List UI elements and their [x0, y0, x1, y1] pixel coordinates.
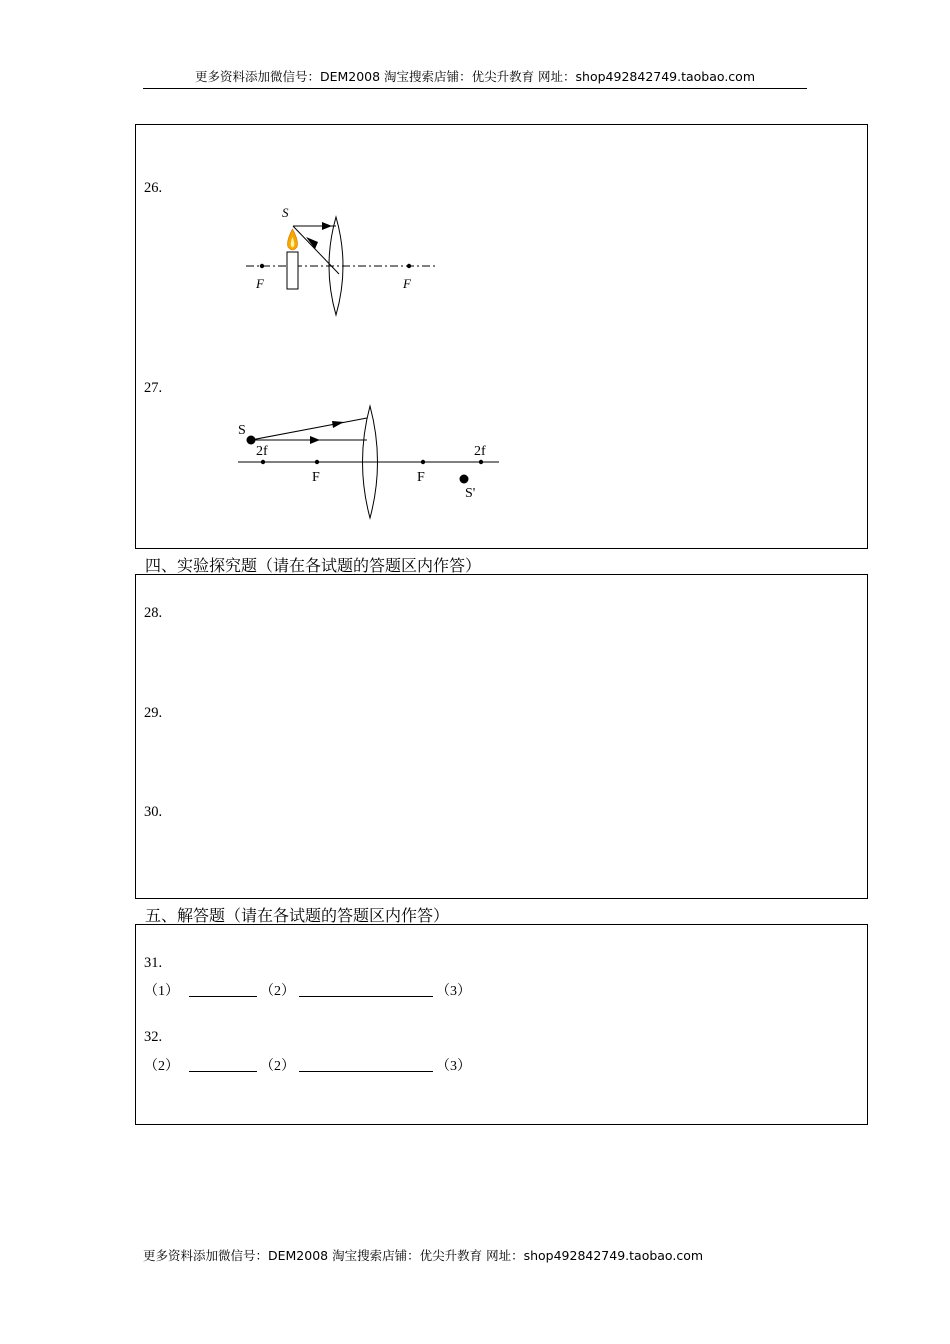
arrow-parallel-27 — [310, 436, 320, 444]
label-s-prime: S' — [465, 486, 476, 501]
label-2f-left: 2f — [256, 444, 268, 459]
focal-point-left-26 — [260, 264, 264, 268]
page-footer: 更多资料添加微信号：DEM2008 淘宝搜索店铺：优尖升教育 网址：shop492842749.taobao.com — [143, 1248, 704, 1263]
blank-31-2[interactable] — [299, 982, 433, 997]
point-f-left-27 — [315, 460, 319, 464]
label-f-right-26: F — [403, 276, 411, 291]
question-number-31: 31. — [144, 955, 163, 971]
label-2f-right: 2f — [474, 444, 486, 459]
arrow-upper-27 — [332, 421, 344, 428]
answer-line-31 — [144, 980, 471, 1000]
label-f-right-27: F — [417, 470, 425, 485]
page-header: 更多资料添加微信号：DEM2008 淘宝搜索店铺：优尖升教育 网址：shop492842749.taobao.com — [143, 68, 807, 89]
question-number-27: 27. — [144, 380, 163, 396]
arrow-diagonal-26 — [306, 237, 318, 249]
question-number-29: 29. — [144, 705, 163, 721]
blank-32-2[interactable] — [299, 1057, 433, 1072]
part-label-32-3: （3） — [436, 1059, 471, 1074]
answer-box-28-30 — [135, 574, 868, 899]
image-point-s-prime — [460, 475, 469, 484]
part-label-32-1: （2） — [144, 1059, 179, 1074]
point-2f-right — [479, 460, 483, 464]
section-title-answers: 五、解答题（请在各试题的答题区内作答） — [145, 906, 450, 925]
point-f-right-27 — [421, 460, 425, 464]
part-label-31-1: （1） — [144, 984, 179, 999]
answer-line-32 — [144, 1055, 471, 1075]
question-number-28: 28. — [144, 605, 163, 621]
part-label-31-3: （3） — [436, 984, 471, 999]
blank-31-1[interactable] — [189, 982, 257, 997]
lens-diagram-26 — [136, 125, 869, 550]
label-s-27: S — [238, 423, 246, 438]
question-number-26: 26. — [144, 180, 163, 196]
candle — [287, 252, 298, 289]
question-number-32: 32. — [144, 1029, 163, 1045]
ray-upper-27 — [251, 418, 367, 440]
part-label-31-2: （2） — [260, 984, 295, 999]
label-s-26: S — [282, 205, 289, 220]
label-f-left-27: F — [312, 470, 320, 485]
part-label-32-2: （2） — [260, 1059, 295, 1074]
label-f-left-26: F — [256, 276, 264, 291]
point-2f-left — [261, 460, 265, 464]
section-title-experiment: 四、实验探究题（请在各试题的答题区内作答） — [145, 556, 482, 575]
question-number-30: 30. — [144, 804, 163, 820]
focal-point-right-26 — [407, 264, 411, 268]
answer-box-26-27 — [135, 124, 868, 549]
answer-box-31-32 — [135, 924, 868, 1125]
blank-32-1[interactable] — [189, 1057, 257, 1072]
arrow-parallel-26 — [322, 222, 332, 230]
